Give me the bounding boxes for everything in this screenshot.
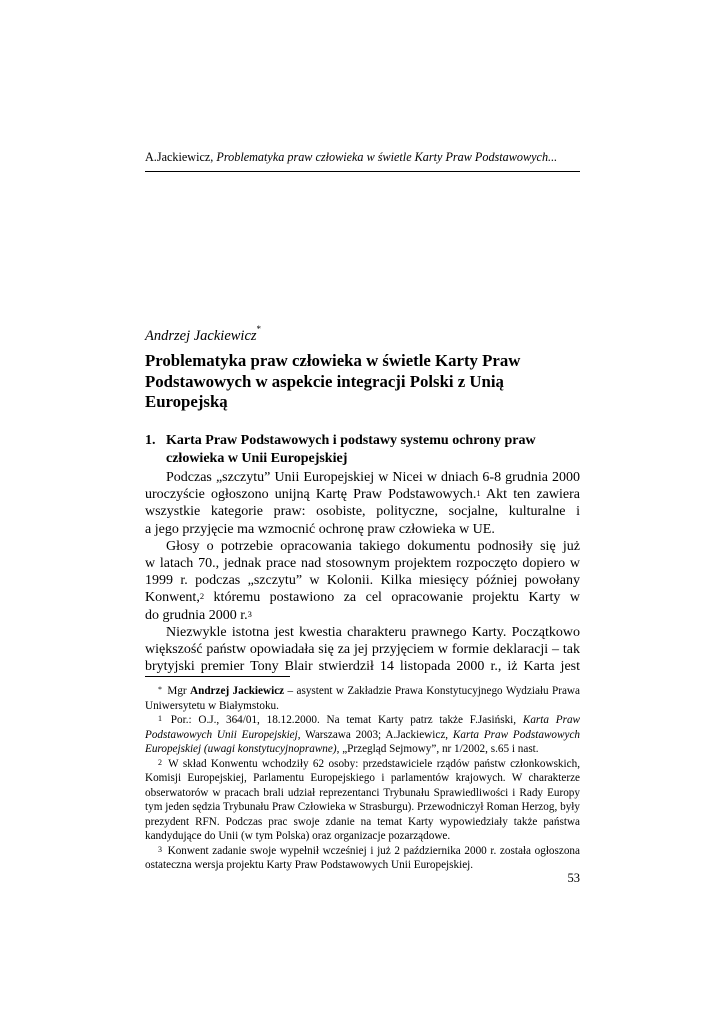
- paragraph-line: 1999 r. podczas „szczytu” w Kolonii. Kilka miesięcy później powołany: [145, 573, 580, 589]
- body-text: [145, 469, 580, 675]
- header-rule: [145, 171, 580, 172]
- page-number: 53: [567, 871, 580, 885]
- footnote-line: Uniwersytetu w Białymstoku.: [145, 699, 279, 712]
- running-head-title: Problematyka praw człowieka w świetle Karty Praw Podstawowych...: [216, 150, 558, 164]
- footnote-2: [145, 757, 580, 772]
- section-title-line: Karta Praw Podstawowych i podstawy systemu ochrony praw: [166, 433, 536, 448]
- text-run: – asystent w Zakładzie Prawa Konstytucyjnego Wydziału Prawa: [284, 685, 580, 697]
- paragraph-line: [145, 589, 580, 606]
- text-run: nr 1/2002, s.65 i nast.: [439, 743, 539, 755]
- footnote-line: ostateczna wersja projektu Karty Praw Podstawowych Unii Europejskiej.: [145, 859, 474, 871]
- footnote-marker: *: [158, 685, 162, 694]
- paragraph-line: Podczas „szczytu” Unii Europejskiej w Nicei w dniach 6-8 grudnia 2000: [166, 470, 580, 485]
- footnote-marker: 1: [158, 714, 162, 723]
- paragraph-line: Głosy o potrzebie opracowania takiego dokumentu podnosiły się już: [166, 538, 580, 554]
- text-run-italic: Europejskiej (uwagi konstytucyjnoprawne): [145, 743, 337, 755]
- paragraph-line: [145, 486, 580, 503]
- text-run: , „Przegląd Sejmowy”,: [336, 743, 440, 755]
- running-head: [145, 149, 580, 165]
- footnote-line: tym jeden sędzia Trybunału Praw Człowieka w Strasburgu). Przewodniczył Roman Herzog, były: [145, 801, 580, 813]
- text-run: któremu postawiono za cel opracowanie projektu Karty w: [213, 590, 580, 606]
- footnote-line: prezydent RFN. Podczas prac swoje zdanie na temat Karty wypowiedziały także państwa: [145, 815, 580, 828]
- footnote-marker: 3: [158, 844, 162, 854]
- footnote-ref-3[interactable]: 3: [247, 608, 252, 619]
- text-run: Por.: O.J., 364/01, 18.12.2000. Na temat Karty patrz także F.Jasiński,: [164, 714, 523, 726]
- author-name-text: Andrzej Jackiewicz: [145, 327, 257, 344]
- text-run-italic: Karta Praw: [522, 714, 580, 726]
- paragraph-line: większość państw opowiadała się za jej przyjęciem w formie deklaracji – tak: [145, 641, 580, 657]
- footnote-author-name: Andrzej Jackiewicz: [190, 685, 285, 697]
- text-run: uroczyście ogłoszono unijną Kartę Praw Podstawowych.: [145, 487, 477, 503]
- footnote-1: [145, 713, 580, 728]
- footnote-ref-1[interactable]: 1: [476, 488, 481, 499]
- footnote-star: [145, 684, 580, 699]
- article-title-line: Podstawowych w aspekcie integracji Polski z Unią: [145, 371, 504, 391]
- text-run: Mgr: [164, 685, 191, 697]
- paragraph-line: [145, 607, 580, 624]
- footnote-line: Komisji Europejskiej, Parlamentu Europejskiego i parlamentów krajowych. W charakterze: [145, 772, 580, 784]
- text-run-italic: Karta Praw Podstawowych: [452, 728, 580, 741]
- footnote-3: [145, 844, 580, 859]
- text-run: , Warszawa 2003; A.Jackiewicz,: [297, 728, 453, 741]
- section-number: 1.: [145, 433, 156, 448]
- footnote-ref-2[interactable]: 2: [199, 591, 205, 602]
- footnote-line: [145, 728, 580, 743]
- footnotes: [145, 684, 580, 873]
- footnote-line: kandydujące do Unii (w tym Polska) oraz organizacje pozarządowe.: [145, 830, 451, 842]
- text-run: W skład Konwentu wchodziły 62 osoby: przedstawiciele rządów państw członkowskich,: [164, 757, 580, 770]
- text-run: Konwent,: [145, 590, 200, 606]
- paragraph-line: Niezwykle istotna jest kwestia charakteru prawnego Karty. Początkowo: [166, 624, 580, 640]
- footnote-line: [145, 742, 580, 757]
- footnote-separator: [145, 676, 290, 677]
- paragraph-line: brytyjski premier Tony Blair stwierdził 14 listopada 2000 r., iż Karta jest: [145, 659, 580, 675]
- footnote-marker: 2: [158, 757, 162, 767]
- paragraph-line: w latach 70., jednak prace nad stosownym projektem rozpoczęto dopiero w: [145, 555, 580, 571]
- section-title: [166, 432, 536, 467]
- footnote-line: obserwatorów w pracach brali udział reprezentanci Trybunału Sprawiedliwości i Rady Europy: [145, 786, 580, 799]
- article-title-line: Europejską: [145, 392, 228, 411]
- author-name: [145, 322, 261, 345]
- author-footnote-marker[interactable]: *: [256, 324, 262, 334]
- text-run: do grudnia 2000 r.: [145, 607, 248, 623]
- paragraph-line: wszystkie kategorie praw: osobiste, polityczne, socjalne, kulturalne i: [145, 504, 580, 520]
- paragraph-line: a jego przyjęcie ma wzmocnić ochronę praw człowieka w UE.: [145, 521, 495, 537]
- article-title-line: Problematyka praw człowieka w świetle Karty Praw: [145, 351, 521, 370]
- text-run: Konwent zadanie swoje wypełnił wcześniej i już 2 października 2000 r. została ogłoszona: [164, 844, 580, 857]
- running-head-author: A.Jackiewicz,: [145, 150, 217, 164]
- article-title: [145, 351, 585, 413]
- text-run-italic: Podstawowych Unii Europejskiej: [145, 728, 298, 741]
- text-run: Akt ten zawiera: [480, 487, 580, 503]
- section-title-line: człowieka w Unii Europejskiej: [166, 450, 348, 466]
